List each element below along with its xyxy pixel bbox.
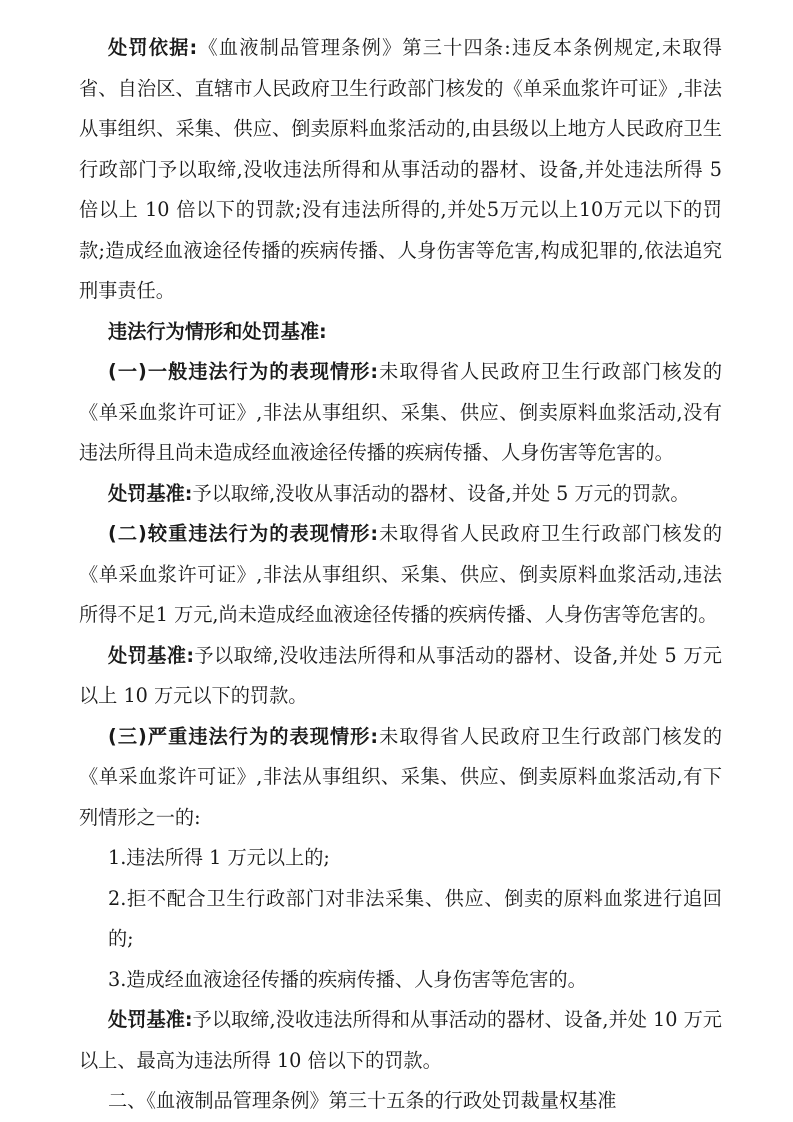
section-heading: 违法行为情形和处罚基准: [108,319,327,343]
level-2-penalty-paragraph [79,636,722,717]
level-1-penalty-paragraph [79,474,722,515]
level-1-paragraph [79,352,722,474]
penalty-basis-label: 处罚依据: [108,36,198,59]
list-item: 3.造成经血液途径传播的疾病传播、人身伤害等危害的。 [108,967,587,991]
level-3-paragraph [79,717,722,839]
level-2-text: 未取得省人民政府卫生行政部门核发的《单采血浆许可证》,非法从事组织、采集、供应、倒卖原料血浆活动,违法所得不足1 万元,尚未造成经血液途径传播的疾病传播、人身伤害等危害的。 [79,522,723,626]
penalty-basis-paragraph [79,28,722,312]
level-3-penalty-label: 处罚基准: [108,1008,193,1031]
level-3-text: 未取得省人民政府卫生行政部门核发的《单采血浆许可证》,非法从事组织、采集、供应、倒卖原料血浆活动,有下列情形之一的: [79,724,723,829]
level-3-penalty-text: 予以取缔,没收违法所得和从事活动的器材、设备,并处 10 万元以上、最高为违法所得 10 倍以下的罚款。 [79,1008,722,1072]
level-1-penalty-text: 予以取缔,没收从事活动的器材、设备,并处 5 万元的罚款。 [192,481,690,505]
level-3-penalty-paragraph [79,1000,722,1081]
level-2-paragraph [79,514,722,636]
level-2-label: (二)较重违法行为的表现情形: [108,522,379,545]
next-section-heading: 二、《血液制品管理条例》第三十五条的行政处罚裁量权基准 [108,1089,617,1112]
level-2-penalty-text: 予以取缔,没收违法所得和从事活动的器材、设备,并处 5 万元以上 10 万元以下的罚款。 [79,643,722,707]
document-page [79,0,722,1122]
level-1-text: 未取得省人民政府卫生行政部门核发的《单采血浆许可证》,非法从事组织、采集、供应、倒卖原料血浆活动,没有违法所得且尚未造成经血液途径传播的疾病传播、人身伤害等危害的。 [79,360,723,464]
penalty-basis-text: 《血液制品管理条例》第三十四条:违反本条例规定,未取得省、自治区、直辖市人民政府卫生行政部门核发的《单采血浆许可证》,非法从事组织、采集、供应、倒卖原料血浆活动的,由县级以上地方人民政府卫生行政部门予以取缔,没收违法所得和从事活动的器材、设备,并处违法所得 5 倍以上 10 倍以下的罚款;没有违法所得的,并处5万元以上10万元以下的罚款;造成经血液途径传播的疾病传播、人身伤害等危害,构成犯罪的,依法追究刑事责任。 [79,36,722,302]
level-3-label: (三)严重违法行为的表现情形: [108,724,379,748]
level-2-penalty-label: 处罚基准: [108,643,195,667]
level-1-penalty-label: 处罚基准: [108,481,193,505]
level-1-label: (一)一般违法行为的表现情形: [108,360,379,383]
list-item: 1.违法所得 1 万元以上的; [108,846,330,869]
list-item: 2.拒不配合卫生行政部门对非法采集、供应、倒卖的原料血浆进行追回的; [108,886,722,950]
